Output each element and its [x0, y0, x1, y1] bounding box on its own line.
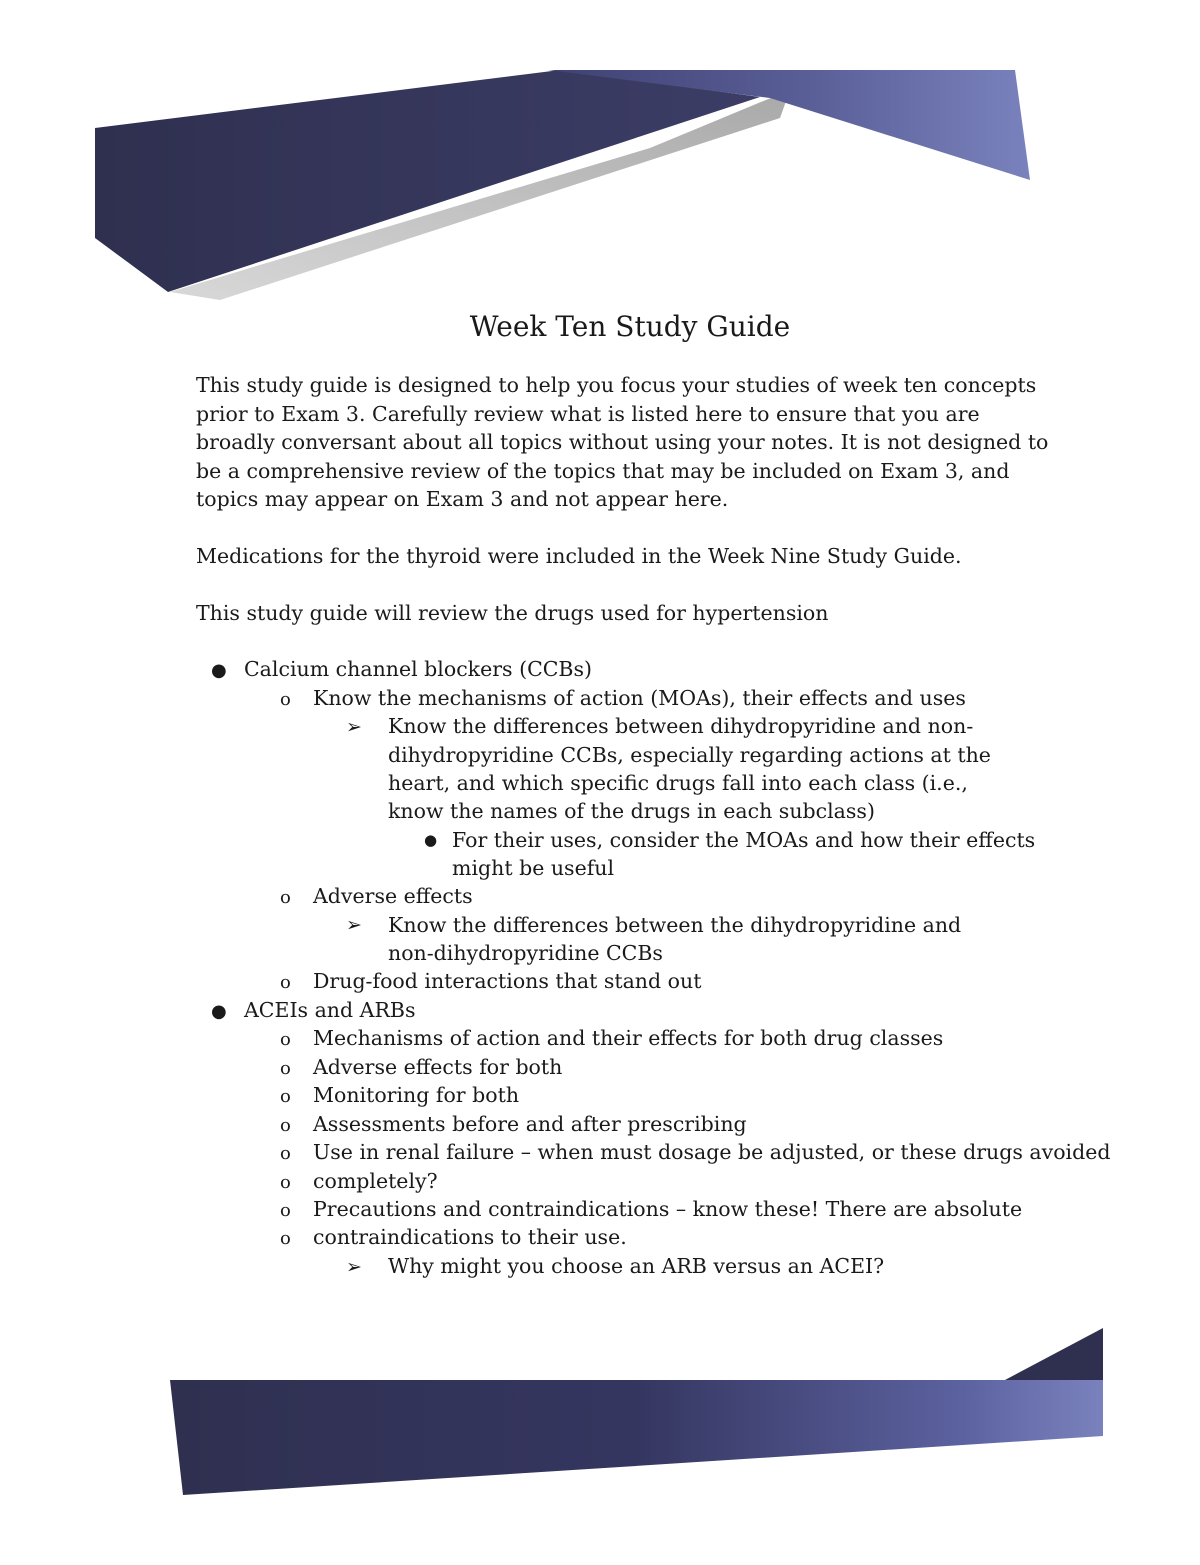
circle-bullet-icon: o: [280, 1143, 291, 1164]
thyroid-note: Medications for the thyroid were included in the Week Nine Study Guide.: [196, 544, 962, 568]
circle-bullet-icon: o: [280, 972, 291, 993]
intro-paragraph: This study guide is designed to help you focus your studies of week ten concepts prior to Exam 3. Carefully review what is listed here to ensure that you are broadly conversant about all topics without using your notes. It is not designed to be a comprehensive review of the topics that may be included on Exam 3, and topics may appear on Exam 3 and not appear here.: [196, 373, 1049, 511]
ccb-heading: Calcium channel blockers (CCBs): [244, 657, 593, 681]
footer-corner-triangle: [1005, 1328, 1103, 1380]
ccb-moa-detail-line: heart, and which specific drugs fall into each class (i.e.,: [388, 771, 968, 795]
circle-bullet-icon: o: [280, 1172, 291, 1193]
ccb-adverse-detail-line: non-dihydropyridine CCBs: [388, 941, 663, 965]
circle-bullet-icon: o: [280, 1029, 291, 1050]
ccb-moa-detail-line: Know the differences between dihydropyridine and non-: [388, 714, 974, 738]
small-bullet-icon: ●: [424, 831, 438, 849]
acei-item: Monitoring for both: [313, 1083, 520, 1107]
scope-note: This study guide will review the drugs used for hypertension: [196, 601, 829, 625]
ccb-adverse-detail-line: Know the differences between the dihydropyridine and: [388, 913, 962, 937]
acei-heading: ACEIs and ARBs: [244, 998, 416, 1022]
bullet-icon: ●: [211, 1001, 227, 1022]
circle-bullet-icon: o: [280, 1086, 291, 1107]
ccb-moa-detail-line: dihydropyridine CCBs, especially regarding actions at the: [388, 743, 991, 767]
acei-item: Adverse effects for both: [313, 1055, 563, 1079]
circle-bullet-icon: o: [280, 1228, 291, 1249]
circle-bullet-icon: o: [280, 1058, 291, 1079]
ccb-uses-tip-line: might be useful: [452, 856, 615, 880]
circle-bullet-icon: o: [280, 1200, 291, 1221]
ccb-food-item: Drug-food interactions that stand out: [313, 969, 702, 993]
arrow-bullet-icon: ➢: [346, 716, 362, 738]
footer-decorative-banner: [0, 1300, 1200, 1565]
circle-bullet-icon: o: [280, 689, 291, 710]
ccb-adverse-item: Adverse effects: [313, 884, 473, 908]
banner-navy-shape: [95, 70, 760, 292]
acei-question: Why might you choose an ARB versus an ACEI?: [388, 1254, 885, 1278]
bullet-icon: ●: [211, 660, 227, 681]
acei-item: completely?: [313, 1169, 438, 1193]
ccb-moa-item: Know the mechanisms of action (MOAs), their effects and uses: [313, 686, 966, 710]
circle-bullet-icon: o: [280, 1115, 291, 1136]
ccb-moa-detail-line: know the names of the drugs in each subclass): [388, 799, 875, 823]
acei-item: Mechanisms of action and their effects for both drug classes: [313, 1026, 944, 1050]
acei-item: contraindications to their use.: [313, 1225, 627, 1249]
acei-item: Use in renal failure – when must dosage be adjusted, or these drugs avoided: [313, 1140, 1111, 1164]
footer-navy-shape: [170, 1380, 1103, 1495]
circle-bullet-icon: o: [280, 887, 291, 908]
acei-item: Precautions and contraindications – know these! There are absolute: [313, 1197, 1023, 1221]
page-title: Week Ten Study Guide: [469, 310, 791, 343]
ccb-uses-tip-line: For their uses, consider the MOAs and how their effects: [452, 828, 1036, 852]
header-decorative-banner: [0, 0, 1200, 320]
arrow-bullet-icon: ➢: [346, 914, 362, 936]
arrow-bullet-icon: ➢: [346, 1256, 362, 1278]
acei-item: Assessments before and after prescribing: [313, 1112, 747, 1136]
